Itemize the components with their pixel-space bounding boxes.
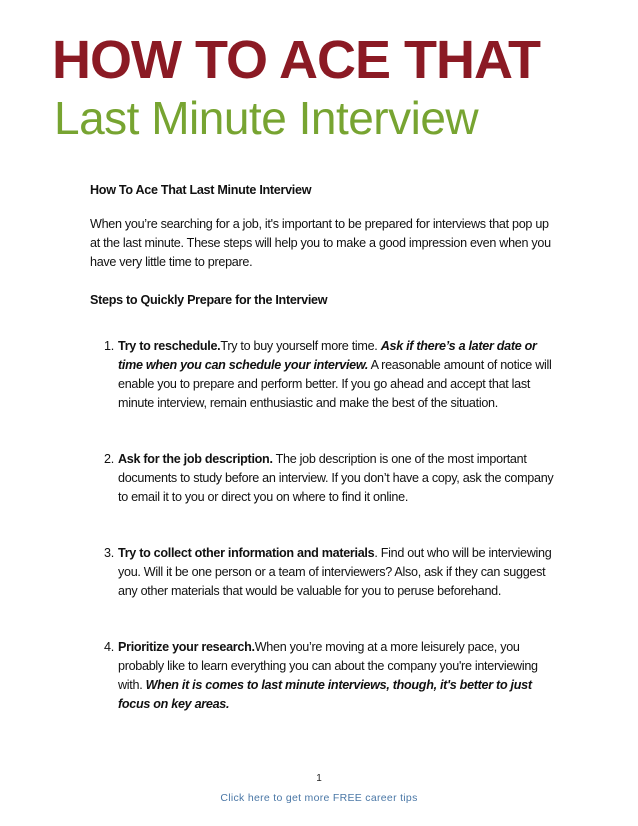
step-emphasis: When it is comes to last minute interviews, though, it's better to just focus on key areas. (118, 678, 532, 711)
step-title: Ask for the job description. (118, 452, 273, 466)
step-emphasis: Ask if there’s a later date or time when you can schedule your interview. (118, 339, 537, 372)
document-subtitle: Last Minute Interview (54, 92, 479, 144)
step-item (90, 544, 560, 601)
document-body (90, 181, 560, 751)
step-item (90, 450, 560, 507)
step-text-continued: A reasonable amount of notice will enable you to prepare and perform better. If you go ahead and accept that last minute interview, remain enthusiastic and make the best of the situation. (118, 358, 552, 410)
step-text: Try to buy yourself more time. (220, 339, 381, 353)
step-item (90, 337, 560, 413)
intro-paragraph: When you’re searching for a job, it's important to be prepared for interviews that pop up at the last minute. These steps will help you to make a good impression even when you have very little time to prepare. (90, 217, 551, 269)
step-number: 3. (104, 546, 114, 560)
step-title: Try to reschedule. (118, 339, 221, 353)
page-number: 1 (316, 773, 322, 784)
step-text: When you’re moving at a more leisurely pace, you probably like to learn everything you can about the company you're interviewing with. (118, 640, 538, 692)
step-text: . Find out who will be interviewing you. Will it be one person or a team of interviewers? Also, ask if they can suggest any other materials that would be valuable for you to peruse beforehand. (118, 546, 552, 598)
document-title: HOW TO ACE THAT (52, 30, 540, 90)
step-title: Prioritize your research. (118, 640, 255, 654)
intro-heading: How To Ace That Last Minute Interview (90, 183, 312, 197)
steps-heading: Steps to Quickly Prepare for the Interview (90, 293, 328, 307)
step-number: 2. (104, 452, 114, 466)
step-number: 4. (104, 640, 114, 654)
steps-list (90, 337, 560, 714)
step-title: Try to collect other information and materials (118, 546, 375, 560)
step-number: 1. (104, 339, 114, 353)
step-item (90, 638, 560, 714)
career-tips-link[interactable]: Click here to get more FREE career tips (220, 792, 418, 804)
step-text: The job description is one of the most important documents to study before an interview. If you don’t have a copy, ask the company to email it to you or direct you on where to find it online. (118, 452, 554, 504)
